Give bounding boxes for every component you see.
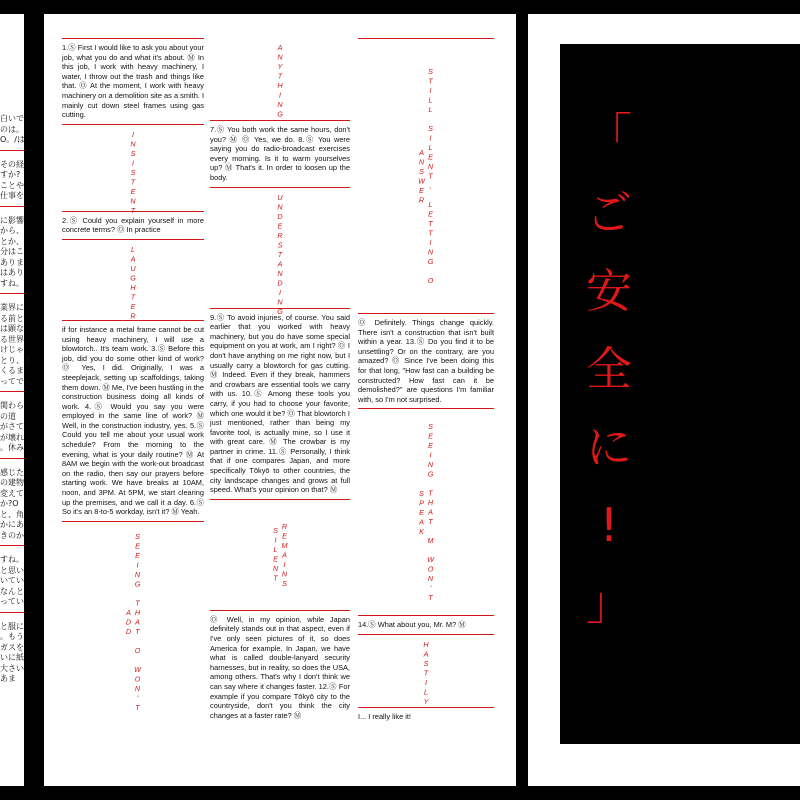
q13-text: Ⓞ Definitely. Things change quickly. There isn't a construction that isn't built within a year. 13.Ⓢ Do you find it to be unsettling? Or on the contrary, are you amazed? Ⓞ Since I've been doing this for that long, "How fast can a building be constructed? How fast can it be demolished?" are questions I'm familiar with, so I'm not surprised. — [358, 318, 494, 404]
strip-text-line: なんと — [0, 586, 24, 596]
strip-text-line: の建物 — [0, 478, 24, 487]
strip-text-line: 業界に — [0, 303, 24, 312]
stage-note-understanding: UNDERSTANDING — [275, 192, 285, 317]
strip-divider — [0, 293, 24, 294]
strip-text-line: 。もう — [0, 632, 24, 641]
strip-divider — [0, 206, 24, 207]
strip-text-line: すね。 — [0, 278, 24, 288]
q1-text: 1.Ⓢ First I would like to ask you about your job, what you do and what it's about. Ⓜ In this job, I work with heavy machinery, I water, I throw out the trash and things like that. Ⓞ At the moment, I work with heavy machinery on a demolition site as a smith. I mainly cut down steel frames using gas cutting. — [62, 43, 204, 120]
strip-text-line: はあり — [0, 268, 24, 277]
title-char-2: 安 — [586, 264, 632, 318]
strip-text-line: とり、名 — [0, 355, 32, 365]
vertical-title — [583, 96, 635, 642]
stage-note-hastily: HASTILY — [421, 639, 431, 707]
strip-text-line: あま — [0, 674, 16, 683]
strip-text-line: ってい — [0, 597, 24, 606]
strip-text-line: 変えて — [0, 488, 24, 498]
title-close-bracket: 」 — [586, 576, 632, 630]
strip-text-line: から、 — [0, 226, 24, 235]
strip-text-line: 大さい — [0, 663, 24, 673]
stage-note-insistent: INSISTENT — [128, 129, 138, 216]
strip-text-line: その経 — [0, 159, 24, 169]
strip-divider — [0, 612, 24, 613]
column-3 — [358, 38, 494, 726]
interview-page — [44, 14, 516, 786]
stage-note-still-silent: STILL SILENT, LETTING O ANSWER — [417, 66, 435, 286]
column-1 — [62, 38, 204, 722]
strip-text-line: の道 — [0, 411, 16, 421]
left-page-strip — [0, 14, 32, 786]
q12-text: Ⓞ Well, in my opinion, while Japan definitely stands out in that aspect, even if I've only seen pictures of it, so does America for example. In Japan, we have what is called double-lanyard security harnesses, but in reality, so does the USA, among others. That's why I don't think we can say where it changes faster. 12.Ⓢ For example if you compare Tōkyō city to the countryside, don't you think the city changes at a faster rate? Ⓜ — [210, 614, 350, 720]
stage-note-remains-silent: REMAINS SILENT — [271, 521, 289, 589]
stage-note-seeing-m: SEEING THAT M WON'T SPEAK — [417, 422, 435, 603]
stage-note-laughter: LAUGHTER — [128, 244, 138, 321]
strip-text-line: ってでも — [0, 376, 32, 386]
strip-divider — [0, 545, 24, 546]
column-2 — [210, 38, 350, 724]
q15-text: I... I really like it! — [358, 711, 411, 721]
strip-text-line: けじゃ — [0, 345, 24, 354]
strip-text-line: 感じた — [0, 467, 24, 477]
strip-text-line: る世界 — [0, 334, 24, 344]
q7-text: 7.Ⓢ You both work the same hours, don't you? Ⓜ Ⓞ Yes, we do. 8.Ⓢ You were saying you do radio-broadcast exercises every morning. Is it to warm yourselves up? Ⓜ That's it. In order to loosen up the body. — [210, 125, 350, 182]
strip-text-line: 白いで — [0, 114, 24, 123]
strip-text-line: 仕事を — [0, 191, 24, 200]
strip-text-line: いてい — [0, 576, 24, 585]
q3-text: if for instance a metal frame cannot be cut using heavy machinery, I will use a blowtorch.. It's team work. 3.Ⓢ Before this job, did you do some other kind of work? Ⓞ Yes, I did. Originally, I was a steeplejack, setting up scaffoldings, taking them down. Ⓜ Me, I've been hustling in the construction business doing all kinds of work. 4.Ⓢ Would you say you were employed in the same line of work? Ⓜ Well, in the construction industry, yes. 5.Ⓢ Could you tell me about your usual work schedule? From the morning to the evening, what is your daily routine? Ⓜ At 8AM we begin with the work-out broadcast on the radio, then say our prayers before starting work. We have breaks at 10AM, noon, and 3PM. At 5PM, we start clearing up the premises, and we call it a day. 6.Ⓢ So it's an 8-to-5 workday, isn't it? Ⓜ Yeah. — [62, 324, 204, 517]
strip-text-line: きのか — [0, 530, 24, 540]
strip-divider — [0, 391, 24, 392]
title-char-5: ! — [599, 498, 619, 552]
strip-text-line: か?O — [0, 499, 19, 508]
strip-text-line: と、角 — [0, 509, 24, 519]
strip-divider — [0, 458, 24, 459]
title-char-1: ご — [586, 186, 632, 240]
title-char-4: に — [586, 420, 632, 474]
stage-note-seeing-o: SEEING THAT O WON'T ADD — [124, 531, 142, 713]
q14-text: 14.Ⓢ What about you, Mr. M? Ⓜ — [358, 620, 466, 630]
strip-text-line: いに紙 — [0, 653, 24, 662]
strip-text-line: がさて — [0, 422, 24, 431]
strip-text-line: とか、 — [0, 236, 24, 246]
strip-text-line: 関わら — [0, 401, 24, 410]
strip-text-line: ガスを — [0, 642, 24, 652]
strip-text-line: が壊れ — [0, 432, 24, 442]
strip-text-line: る前と — [0, 313, 24, 323]
strip-text-line: かにあ — [0, 520, 24, 529]
title-open-bracket: 「 — [586, 108, 632, 162]
stage-note-anything: ANYTHING — [275, 43, 285, 119]
q9-text: 9.Ⓢ To avoid injuries, of course. You said earlier that you worked with heavy machinery, but you do have some special equipment on you at work, am I right? Ⓞ I don't have anything on me right now, but I usually carry a blowtorch for gas cutting. Ⓜ Indeed. Even if they break, hammers and crowbars are essential tools we carry with us. 10.Ⓢ Among these tools you carry, if you had to choose your favorite, which one would it be? Ⓞ That blowtorch I just mentioned, rather than being my favorite tool, is actually mine, so I use it with great care. Ⓜ The crowbar is my partner in crime. 11.Ⓢ Personally, I think that if one compares Japan, and more specifically Tōkyō to other countries, the city landscape changes and grows at full speed. What's your opinion on that? Ⓜ — [210, 312, 350, 495]
q2-text: 2.Ⓢ Could you explain yourself in more concrete terms? Ⓞ In practice — [62, 215, 204, 235]
strip-text-line: ことや — [0, 180, 24, 190]
title-char-3: 全 — [586, 342, 632, 396]
strip-text-line: くるま — [0, 366, 24, 375]
strip-text-line: すね。 — [0, 555, 24, 564]
strip-text-line: O。/は — [0, 135, 25, 144]
strip-text-line: は顕な — [0, 324, 24, 333]
strip-text-line: すか? — [0, 170, 21, 179]
strip-text-line: 分はこ — [0, 247, 24, 256]
strip-text-line: と思い — [0, 565, 24, 575]
strip-divider — [0, 150, 24, 151]
strip-text-line: のは。 — [0, 124, 24, 134]
strip-text-line: と服に — [0, 621, 24, 631]
strip-text-line: ありま — [0, 257, 24, 267]
strip-text-line: に影響 — [0, 215, 24, 225]
strip-text-line: 。休み — [0, 443, 24, 452]
